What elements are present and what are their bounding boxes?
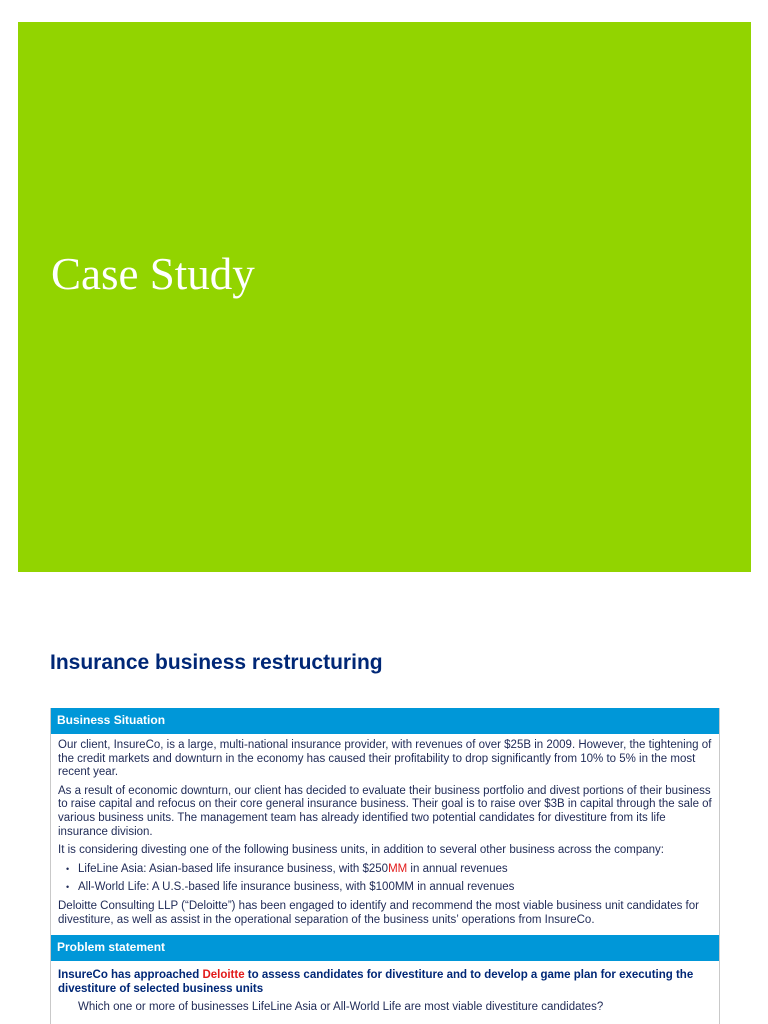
page-title: Insurance business restructuring — [50, 651, 383, 674]
problem-text: to assess candidates for divestiture and to develop a game plan for executing the divestiture of selected business units — [58, 969, 694, 996]
business-situation-header: Business Situation — [51, 708, 719, 734]
list-item — [66, 863, 712, 877]
problem-statement-body — [51, 961, 719, 1017]
business-unit-list — [58, 863, 712, 895]
list-item: • All-World Life: A U.S.-based life insurance business, with $100MM in annual revenues — [66, 881, 712, 895]
cover-panel — [18, 22, 751, 572]
business-situation-body — [51, 734, 719, 935]
cover-title: Case Study — [51, 249, 255, 299]
highlighted-text: MM — [388, 862, 408, 875]
bullet-text: LifeLine Asia: Asian-based life insurance business, with $250 — [78, 862, 389, 875]
problem-statement-header: Problem statement — [51, 935, 719, 961]
situation-paragraph: As a result of economic downturn, our client has decided to evaluate their business portfolio and divest portions of their business to raise capital and refocus on their core general insurance business. Their goal is to raise over $3B in capital through the sale of various business units. The management team has already identified two potential candidates for divestiture from its life insurance division. — [58, 784, 712, 838]
situation-paragraph: It is considering divesting one of the following business units, in addition to several other business across the company: — [58, 844, 665, 857]
case-info-box — [50, 708, 720, 1024]
problem-text: InsureCo has approached — [58, 969, 203, 982]
problem-statement-text — [58, 968, 712, 996]
truncated-question: Which one or more of businesses LifeLine Asia or All-World Life are most viable divestiture candidates? — [78, 1001, 604, 1014]
bullet-text: in annual revenues — [407, 862, 508, 875]
highlighted-text: Deloitte — [202, 969, 245, 982]
situation-closing: Deloitte Consulting LLP (“Deloitte”) has been engaged to identify and recommend the most viable business unit candidates for divestiture, as well as assist in the operational separation of the business units’ operations from InsureCo. — [58, 899, 699, 926]
situation-paragraph: Our client, InsureCo, is a large, multi-national insurance provider, with revenues of over $25B in 2009. However, the tightening of the credit markets and downturn in the economy has caused their profitability to drop significantly from 10% to 5% in the most recent year. — [58, 739, 712, 779]
